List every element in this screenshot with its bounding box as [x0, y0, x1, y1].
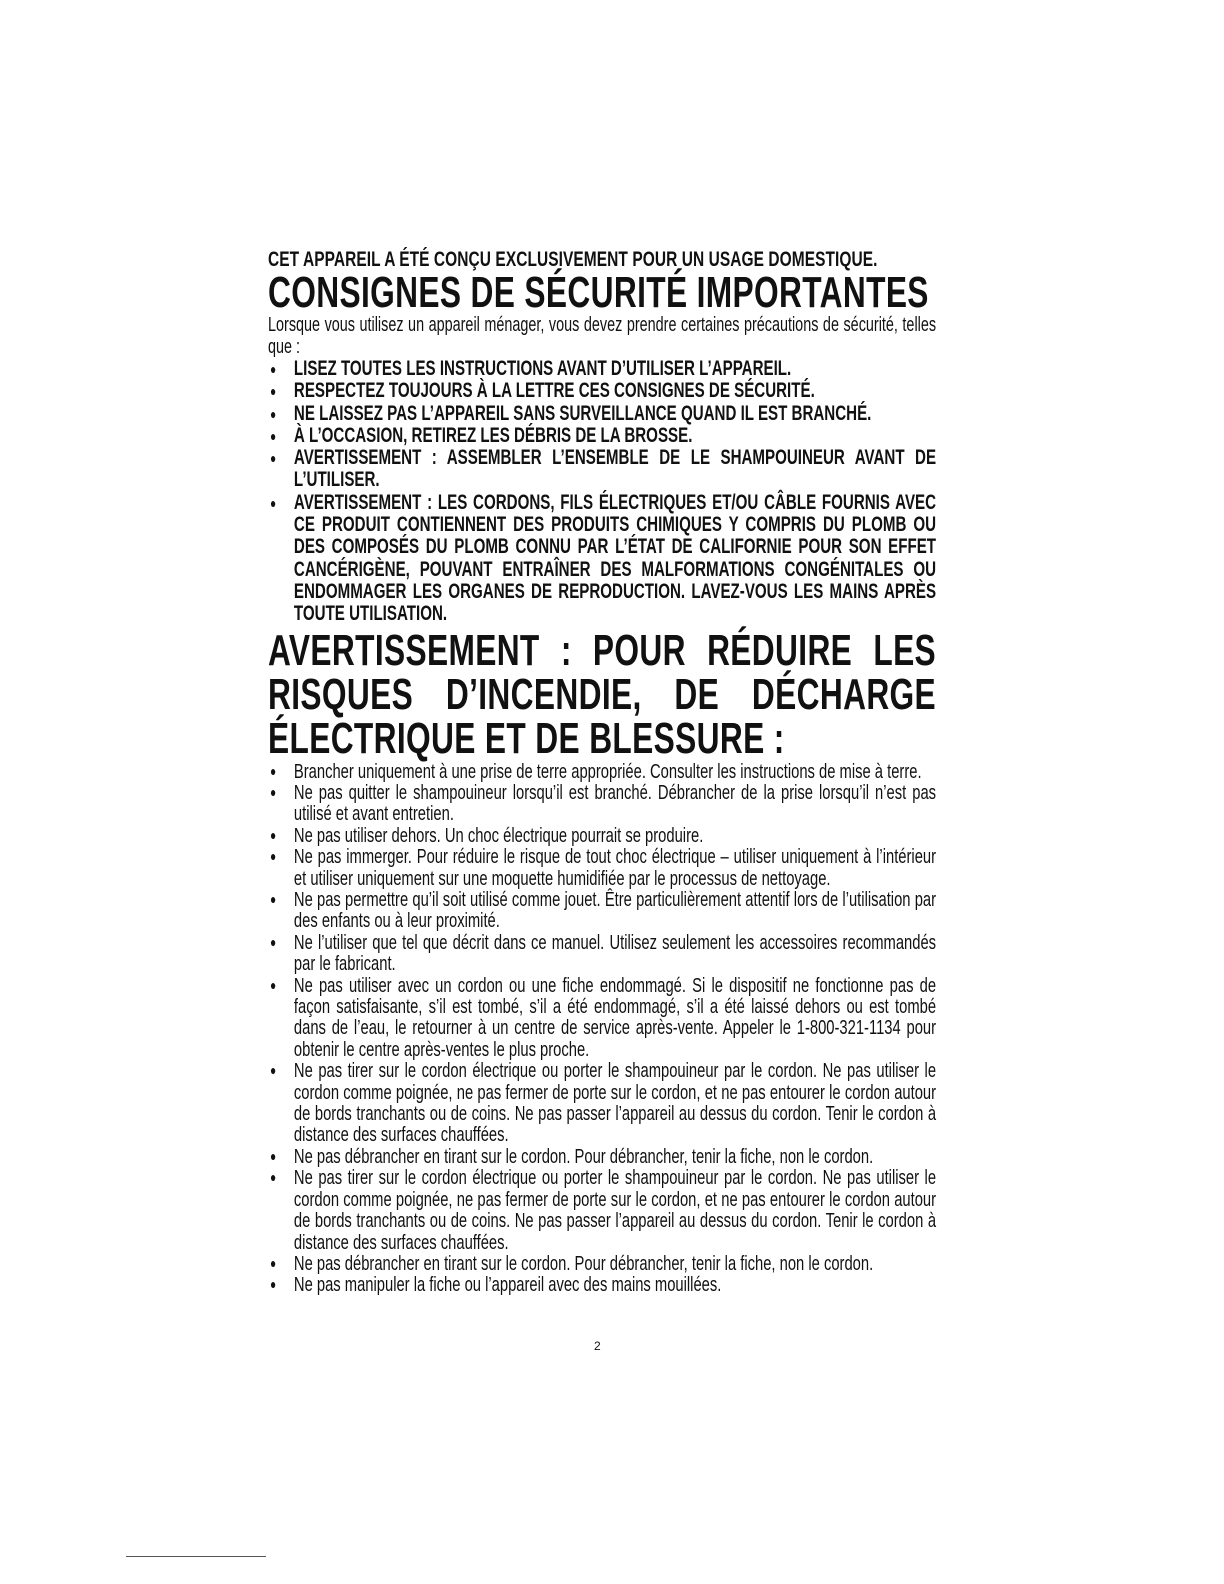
list-item — [268, 1060, 936, 1146]
header-line: CET APPAREIL A ÉTÉ CONÇU EXCLUSIVEMENT POUR UN USAGE DOMESTIQUE. — [268, 247, 878, 271]
bullet-icon: ● — [270, 383, 277, 400]
bullet-icon: ● — [270, 1254, 277, 1271]
list-item-text: Ne pas débrancher en tirant sur le cordon. Pour débrancher, tenir la fiche, non le cordon. — [293, 1251, 874, 1275]
bullet-icon: ● — [270, 1147, 277, 1164]
list-item-text: RESPECTEZ TOUJOURS À LA LETTRE CES CONSIGNES DE SÉCURITÉ. — [293, 379, 815, 403]
list-item — [268, 447, 936, 492]
list-item-text: Brancher uniquement à une prise de terre appropriée. Consulter les instructions de mise à terre. — [293, 759, 922, 783]
bullet-icon: ● — [270, 450, 277, 467]
list-item — [268, 1167, 936, 1253]
list-item — [268, 403, 936, 425]
bullet-icon: ● — [270, 976, 277, 993]
list-item — [268, 1274, 936, 1295]
page-number: 2 — [594, 1339, 601, 1353]
list-item-text: Ne pas manipuler la fiche ou l’appareil avec des mains mouillées. — [293, 1273, 722, 1297]
list-item — [268, 932, 936, 975]
bullet-icon: ● — [270, 1062, 277, 1079]
list-item — [268, 782, 936, 825]
manual-page — [268, 246, 936, 1296]
bullet-icon: ● — [270, 826, 277, 843]
list-item-text: Ne pas tirer sur le cordon électrique ou porter le shampouineur par le cordon. Ne pas utiliser le cordon comme poignée, ne pas fermer de porte sur le cordon, et ne pas entourer le cordon autour de bords tranchants ou de coins. Ne pas passer l’appareil au dessus du cordon. Tenir le cordon à distance des surfaces chauffées. — [293, 1059, 937, 1147]
list-item — [268, 975, 936, 1061]
bullet-icon: ● — [270, 1169, 277, 1186]
list-item-text: AVERTISSEMENT : LES CORDONS, FILS ÉLECTRIQUES ET/OU CÂBLE FOURNIS AVEC CE PRODUIT CONTIENNENT DES PRODUITS CHIMIQUES Y COMPRIS DU PLOMB OU DES COMPOSÉS DU PLOMB CONNU PAR L’ÉTAT DE CALIFORNIE POUR SON EFFET CANCÉRIGÈNE, POUVANT ENTRAÎNER DES MALFORMATIONS CONGÉNITALES OU ENDOMMAGER LES ORGANES DE REPRODUCTION. LAVEZ-VOUS LES MAINS APRÈS TOUTE UTILISATION. — [293, 490, 937, 626]
bullet-icon: ● — [270, 762, 277, 779]
bullet-icon: ● — [270, 361, 277, 377]
bullet-icon: ● — [270, 405, 277, 422]
list-item-text: Ne l’utiliser que tel que décrit dans ce manuel. Utilisez seulement les accessoires recommandés par le fabricant. — [293, 930, 937, 976]
list-item — [268, 889, 936, 932]
bullet-icon: ● — [270, 933, 277, 950]
list-item-text: NE LAISSEZ PAS L’APPAREIL SANS SURVEILLANCE QUAND IL EST BRANCHÉ. — [293, 401, 872, 425]
bullet-icon: ● — [270, 1276, 277, 1293]
list-item — [268, 825, 936, 846]
bullet-icon: ● — [270, 427, 277, 444]
footer-rule — [126, 1556, 266, 1557]
intro-paragraph: Lorsque vous utilisez un appareil ménager, vous devez prendre certaines précautions de sécurité, telles que : — [268, 314, 937, 358]
list-item — [268, 846, 936, 889]
list-item-text: Ne pas utiliser avec un cordon ou une fiche endommagé. Si le dispositif ne fonctionne pas de façon satisfaisante, s’il est tombé, s’il a été endommagé, s’il a été laissé dehors ou est tombé dans de l’eau, le retourner à un centre de service après-vente. Appeler le 1-800-321-1134 pour obtenir le centre après-ventes le plus proche. — [293, 973, 937, 1061]
page-title: CONSIGNES DE SÉCURITÉ IMPORTANTES — [268, 268, 929, 317]
list-item — [268, 761, 936, 782]
list-item-text: Ne pas tirer sur le cordon électrique ou porter le shampouineur par le cordon. Ne pas utiliser le cordon comme poignée, ne pas fermer de porte sur le cordon, et ne pas entourer le cordon autour de bords tranchants ou de coins. Ne pas passer l’appareil au dessus du cordon. Tenir le cordon à distance des surfaces chauffées. — [293, 1166, 937, 1254]
bullet-icon: ● — [270, 848, 277, 865]
list-item-text: Ne pas immerger. Pour réduire le risque de tout choc électrique – utiliser uniquement à l’intérieur et utiliser uniquement sur une moquette humidifiée par le processus de nettoyage. — [293, 845, 937, 890]
list-item — [268, 425, 936, 447]
list-item — [268, 380, 936, 402]
list-item-text: Ne pas permettre qu’il soit utilisé comme jouet. Être particulièrement attentif lors de l’utilisation par des enfants ou à leur proximité. — [293, 888, 937, 933]
list-item — [268, 1253, 936, 1274]
list-item-text: Ne pas quitter le shampouineur lorsqu’il est branché. Débrancher de la prise lorsqu’il n’est pas utilisé et avant entretien. — [293, 780, 937, 826]
list-item-text: Ne pas utiliser dehors. Un choc électrique pourrait se produire. — [293, 823, 704, 847]
list-item — [268, 358, 936, 380]
list-item-text: LISEZ TOUTES LES INSTRUCTIONS AVANT D’UTILISER L’APPAREIL. — [293, 357, 792, 380]
safety-list — [268, 358, 936, 626]
list-item — [268, 1146, 936, 1167]
list-item-text: Ne pas débrancher en tirant sur le cordon. Pour débrancher, tenir la fiche, non le cordon. — [293, 1144, 874, 1168]
warning-heading: AVERTISSEMENT : POUR RÉDUIRE LES RISQUES D’INCENDIE, DE DÉCHARGE ÉLECTRIQUE ET DE BLESSURE : — [268, 625, 937, 763]
list-item-text: À L’OCCASION, RETIREZ LES DÉBRIS DE LA BROSSE. — [293, 423, 693, 447]
bullet-icon: ● — [270, 783, 277, 800]
list-item — [268, 492, 936, 626]
warning-list — [268, 761, 936, 1296]
list-item-text: AVERTISSEMENT : ASSEMBLER L’ENSEMBLE DE LE SHAMPOUINEUR AVANT DE L’UTILISER. — [293, 446, 937, 492]
bullet-icon: ● — [270, 494, 277, 511]
bullet-icon: ● — [270, 891, 277, 907]
